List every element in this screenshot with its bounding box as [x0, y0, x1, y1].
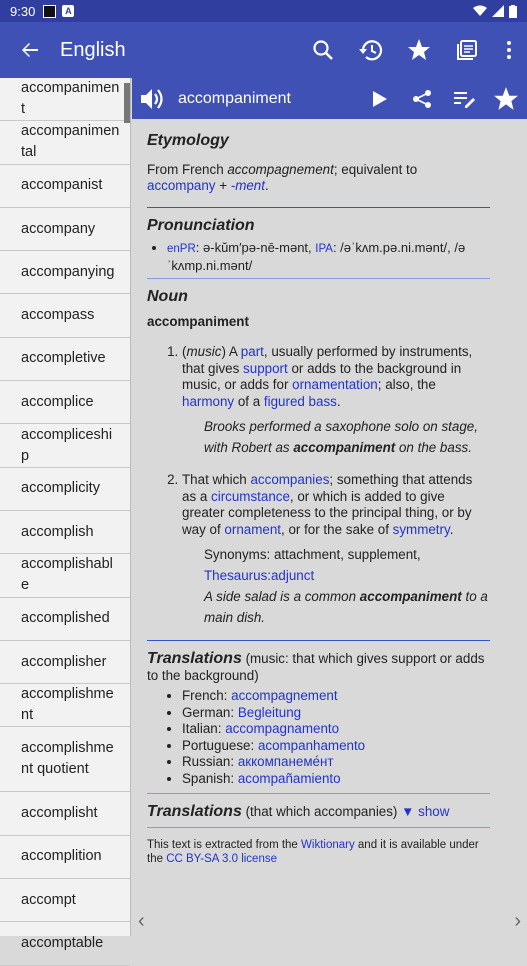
- sense-text: or adds to the background in music, or adds for: [182, 360, 462, 392]
- translations-title: Translations: [147, 803, 242, 820]
- etym-text: ; equivalent to: [333, 161, 418, 177]
- list-item-label: accomplicity: [21, 480, 100, 497]
- etym-text: From French: [147, 161, 228, 177]
- etym-link-ment[interactable]: -ment: [230, 178, 265, 193]
- list-item-label: accomplisht: [21, 805, 98, 822]
- more-options-button[interactable]: [491, 26, 527, 74]
- quote-text: on the bass.: [395, 440, 472, 455]
- list-item[interactable]: [0, 554, 130, 597]
- quote-bold: accompaniment: [359, 589, 462, 604]
- favorite-button[interactable]: [485, 78, 527, 119]
- etym-text: +: [215, 178, 231, 193]
- translation-link[interactable]: Begleitung: [237, 704, 302, 720]
- expand-triangle-icon[interactable]: ▼: [401, 804, 415, 819]
- play-button[interactable]: [359, 78, 401, 119]
- star-filled-icon: [493, 86, 519, 112]
- status-bar: [0, 0, 527, 22]
- sense-item: [182, 344, 490, 458]
- notification-a-icon: A: [62, 5, 74, 17]
- list-item[interactable]: [0, 684, 130, 727]
- sense-text: , usually performed by instruments, that gives: [182, 344, 473, 376]
- app-title: English: [60, 38, 126, 61]
- list-item-label: accomplished: [21, 610, 110, 627]
- article-navigation: [132, 910, 527, 930]
- link-symmetry[interactable]: symmetry: [392, 521, 450, 537]
- list-item-label: accomplishable: [21, 556, 113, 594]
- etym-french: accompagnement: [227, 161, 334, 177]
- list-item[interactable]: [0, 792, 130, 835]
- play-icon: [372, 90, 388, 108]
- sense-text: ; also, the: [377, 377, 436, 392]
- translations-title: Translations: [147, 650, 242, 667]
- thesaurus-link[interactable]: Thesaurus:adjunct: [204, 568, 315, 583]
- etym-text: .: [264, 178, 269, 193]
- list-item[interactable]: [0, 727, 130, 792]
- list-item[interactable]: [0, 208, 130, 251]
- status-time: 9:30: [10, 3, 36, 19]
- list-item[interactable]: [0, 598, 130, 641]
- sense-text: , or for the sake of: [281, 521, 393, 537]
- list-item[interactable]: [0, 468, 130, 511]
- bookmarks-button[interactable]: [395, 26, 443, 74]
- etymology-text: [147, 162, 490, 195]
- translation-lang: Spanish:: [182, 770, 238, 786]
- list-item-label: accomplisher: [21, 653, 107, 670]
- wifi-icon: [473, 5, 487, 17]
- notification-square-icon: [43, 5, 56, 18]
- pronunciation-item: [167, 240, 490, 274]
- back-button[interactable]: [0, 41, 60, 59]
- etym-link-accompany[interactable]: accompany: [147, 178, 216, 193]
- more-vert-icon: [506, 40, 512, 60]
- etymology-heading: Etymology: [147, 132, 229, 149]
- section-divider: [147, 278, 490, 279]
- translation-link[interactable]: accompagnamento: [225, 721, 340, 736]
- list-item-label: accomplice: [21, 393, 94, 410]
- search-button[interactable]: [299, 26, 347, 74]
- article-body: [132, 119, 527, 866]
- link-support[interactable]: support: [243, 360, 288, 376]
- sense-list: [147, 344, 490, 628]
- section-divider: [147, 207, 490, 208]
- list-item[interactable]: [0, 78, 130, 121]
- speaker-icon: [140, 87, 166, 111]
- list-item-label: accompany: [21, 220, 96, 237]
- sense-text: ) A: [221, 344, 241, 359]
- ipa-link[interactable]: IPA: [315, 243, 333, 255]
- section-divider: [147, 793, 490, 794]
- search-icon: [312, 39, 334, 61]
- list-item-label: accomplish: [21, 523, 94, 540]
- battery-icon: [509, 5, 517, 18]
- word-list[interactable]: [0, 78, 131, 951]
- back-arrow-icon: [21, 41, 39, 59]
- source-note: [147, 838, 490, 866]
- edit-note-icon: [453, 90, 475, 108]
- translation-lang: French:: [182, 688, 232, 703]
- pronunciation-list: [147, 240, 490, 274]
- list-item[interactable]: [0, 121, 130, 164]
- share-icon: [412, 89, 432, 109]
- translation-lang: Italian:: [182, 721, 226, 736]
- synonyms: [182, 544, 490, 586]
- signal-icon: [492, 5, 504, 17]
- noun-heading: Noun: [147, 288, 188, 305]
- library-icon: [457, 40, 477, 60]
- history-button[interactable]: [347, 26, 395, 74]
- list-item-label: accompanimental: [21, 123, 120, 161]
- list-item-label: accomplishment: [21, 686, 114, 724]
- sense-text: (: [182, 344, 187, 359]
- library-button[interactable]: [443, 26, 491, 74]
- translation-link[interactable]: acompanhamento: [257, 737, 366, 753]
- list-item[interactable]: [0, 294, 130, 337]
- list-item[interactable]: [0, 922, 130, 965]
- translations-heading: [147, 651, 490, 684]
- sense-text: .: [336, 393, 341, 409]
- app-bar: [0, 22, 527, 78]
- sense-text: , or which is added to give greater completeness to the principal thing, or by way of: [182, 488, 472, 537]
- list-item[interactable]: [0, 511, 130, 554]
- translation-lang: Russian:: [182, 754, 238, 769]
- sense-text: of a: [234, 393, 264, 409]
- list-item-label: accompaniment: [21, 80, 120, 118]
- edit-note-button[interactable]: [443, 78, 485, 119]
- wiktionary-link[interactable]: Wiktionary: [301, 838, 355, 851]
- article-pane: [132, 78, 527, 936]
- section-divider: [147, 827, 490, 828]
- list-item-label: accompletive: [21, 350, 106, 367]
- quote-bold: accompaniment: [293, 440, 396, 455]
- chevron-left-icon[interactable]: ‹: [138, 910, 145, 932]
- list-item-label: accomplition: [21, 848, 102, 865]
- list-item-label: accomptable: [21, 934, 104, 951]
- pron-enpr-text: : ə-kŭm′pə-nē-mənt,: [195, 240, 316, 255]
- list-item[interactable]: [0, 879, 130, 922]
- link-figured-bass[interactable]: figured bass: [263, 393, 337, 409]
- section-divider: [147, 640, 490, 641]
- translation-item: [182, 705, 490, 722]
- history-icon: [358, 38, 384, 62]
- translations-collapsed-heading: [147, 804, 490, 821]
- word-toolbar: [132, 78, 527, 119]
- pron-ipa-text: : /əˈkʌm.pə.ni.mənt/, /əˈkʌmp.ni.mənt/: [167, 240, 466, 273]
- quote-text: to a main dish.: [204, 589, 488, 625]
- list-item[interactable]: [0, 836, 130, 879]
- link-ornamentation[interactable]: ornamentation: [292, 377, 378, 392]
- headword-title: accompaniment: [178, 89, 291, 107]
- list-item-label: accompanying: [21, 263, 115, 280]
- source-text: and it is available under the: [147, 838, 479, 865]
- link-part[interactable]: part: [240, 344, 264, 359]
- list-item[interactable]: [0, 165, 130, 208]
- sense-text: ; something that attends as a: [182, 472, 473, 504]
- list-item[interactable]: [0, 251, 130, 294]
- speak-button[interactable]: [132, 87, 174, 111]
- translation-link[interactable]: acompañamiento: [237, 770, 341, 786]
- list-item-label: accompt: [21, 891, 76, 908]
- link-accompanies[interactable]: accompanies: [250, 472, 330, 487]
- list-item[interactable]: [0, 641, 130, 684]
- pronunciation-heading: Pronunciation: [147, 216, 255, 234]
- sense-text: .: [449, 521, 454, 537]
- translation-lang: Portuguese:: [182, 737, 258, 753]
- translation-item: [182, 738, 490, 755]
- translation-item: [182, 771, 490, 788]
- translation-link[interactable]: аккомпанеме́нт: [237, 754, 334, 769]
- star-icon: [407, 38, 431, 62]
- translation-item: [182, 754, 490, 771]
- headword: accompaniment: [147, 313, 249, 329]
- quote-text: A side salad is a common: [204, 589, 360, 604]
- link-circumstance[interactable]: circumstance: [211, 488, 290, 504]
- share-button[interactable]: [401, 78, 443, 119]
- link-harmony[interactable]: harmony: [182, 393, 235, 409]
- synonyms-text: Synonyms: attachment, supplement,: [204, 547, 421, 562]
- translations-gloss: (music: that which gives support or adds to the background): [147, 651, 485, 683]
- list-item-label: accompanist: [21, 177, 103, 194]
- sense-text: That which: [182, 472, 251, 487]
- list-item[interactable]: [0, 424, 130, 467]
- source-text: This text is extracted from the: [147, 838, 302, 851]
- usage-quote: [182, 586, 490, 628]
- translations-list: [147, 688, 490, 787]
- sense-label: music: [186, 344, 222, 359]
- show-translations-link[interactable]: show: [418, 804, 450, 819]
- translation-lang: German:: [182, 704, 238, 720]
- translation-link[interactable]: accompagnement: [231, 688, 338, 703]
- link-ornament[interactable]: ornament: [224, 521, 281, 537]
- quote-text: Brooks performed a saxophone solo on stage, with Robert as: [204, 419, 478, 455]
- list-item-label: accompass: [21, 307, 95, 324]
- translation-item: [182, 688, 490, 705]
- chevron-right-icon[interactable]: ›: [514, 910, 521, 932]
- word-list-scrollbar[interactable]: [124, 83, 130, 123]
- list-item-label: accomplishment quotient: [21, 740, 114, 778]
- sense-item: [182, 472, 490, 628]
- list-item-label: accompliceship: [21, 426, 113, 464]
- list-item[interactable]: [0, 338, 130, 381]
- translations-gloss: (that which accompanies): [241, 804, 402, 819]
- license-link[interactable]: CC BY-SA 3.0 license: [166, 852, 277, 865]
- enpr-link[interactable]: enPR: [167, 243, 196, 255]
- usage-quote: [182, 416, 490, 458]
- list-item[interactable]: [0, 381, 130, 424]
- translation-item: [182, 721, 490, 738]
